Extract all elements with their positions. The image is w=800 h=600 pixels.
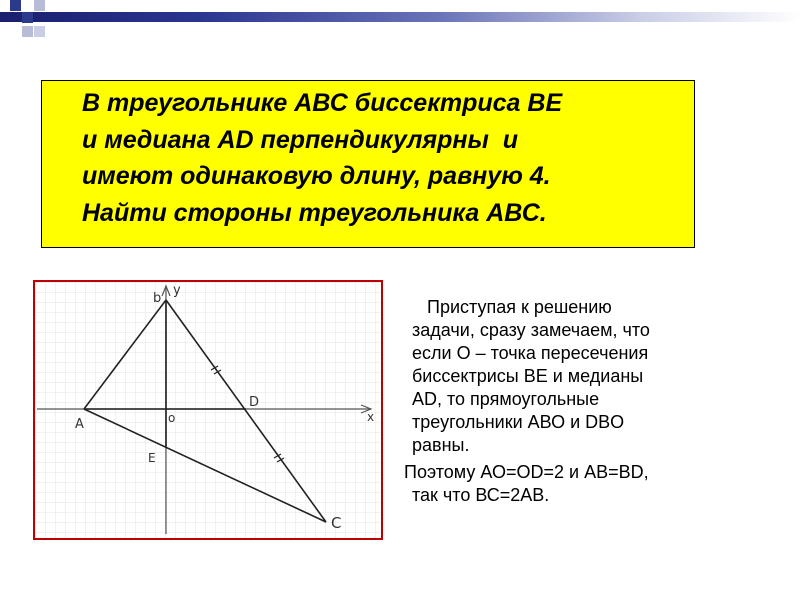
decor-square <box>22 26 33 37</box>
solution-line: биссектрисы ВЕ и медианы <box>412 366 644 386</box>
solution-line: задачи, сразу замечаем, что <box>412 320 650 340</box>
decor-square <box>22 12 33 23</box>
label-y: y <box>173 283 181 298</box>
label-x: x <box>367 410 375 424</box>
problem-line: В треугольнике АВС биссектриса ВЕ <box>82 89 563 117</box>
solution-line: Приступая к решению <box>427 297 612 317</box>
solution-line: если О – точка пересечения <box>412 343 649 363</box>
label-o: o <box>168 411 176 425</box>
header-bar <box>0 12 800 22</box>
problem-line: и медиана AD перпендикулярны и <box>82 125 519 154</box>
decor-square <box>34 0 45 11</box>
label-b: b <box>153 291 162 306</box>
decor-square <box>34 26 45 37</box>
geometry-drawing <box>35 282 381 538</box>
solution-line: Поэтому АО=OD=2 и AB=BD, <box>404 462 649 482</box>
problem-statement <box>82 85 682 231</box>
label-e: E <box>148 451 156 465</box>
solution-text <box>402 296 792 507</box>
geometry-figure <box>33 280 383 540</box>
problem-line: Найти стороны треугольника АВС. <box>82 198 547 227</box>
label-d: D <box>249 395 260 410</box>
solution-line: AD, то прямоугольные <box>412 389 600 409</box>
problem-line: имеют одинаковую длину, равную 4. <box>82 162 551 190</box>
label-c: C <box>331 514 342 532</box>
solution-line: так что ВС=2АВ. <box>412 485 550 505</box>
decor-square <box>10 0 21 11</box>
label-a: A <box>75 417 84 432</box>
solution-line: треугольники АВО и DBO <box>412 412 625 432</box>
solution-line: равны. <box>412 435 470 455</box>
